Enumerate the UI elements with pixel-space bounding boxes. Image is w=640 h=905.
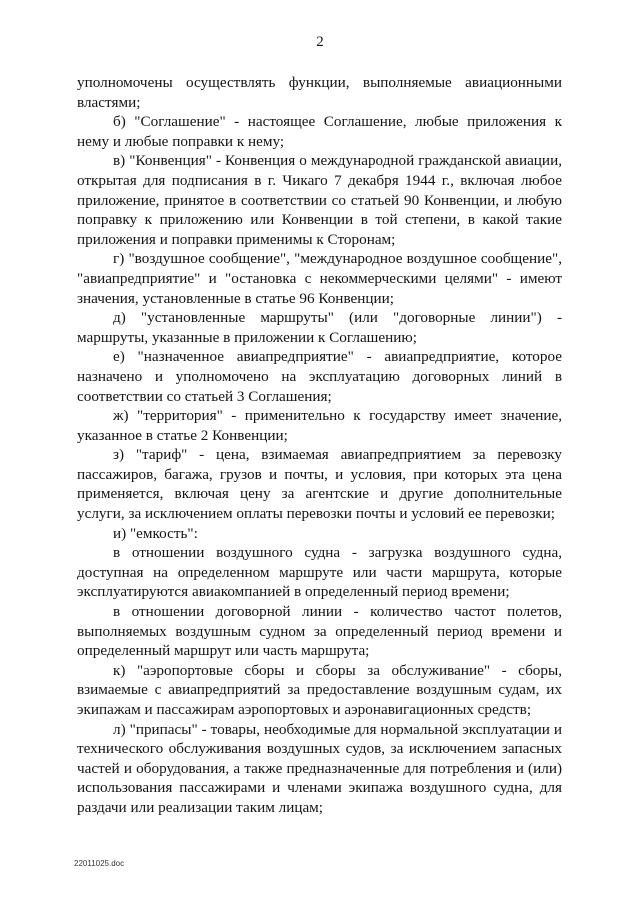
- paragraph-k-charges: к) "аэропортовые сборы и сборы за обслуживание" - сборы, взимаемые с авиапредприятий за предоставление воздушным судам, их экипажам и пассажирам аэропортовых и аэронавигационных средств;: [77, 661, 562, 718]
- paragraph-i-capacity: и) "емкость":: [113, 524, 198, 542]
- paragraph-v-convention: в) "Конвенция" - Конвенция о международной гражданской авиации, открытая для подписания в г. Чикаго 7 декабря 1944 г., включая любое приложение, принятое в соответствии со статьей 90 Конвенции, и любую поправку к приложению или Конвенции в той степени, в какой такие приложения и поправки применимы к Сторонам;: [77, 152, 562, 248]
- paragraph-g-air-service: г) "воздушное сообщение", "международное воздушное сообщение", "авиапредприятие" и "остановка с некоммерческими целями" - имеют значения, установленные в статье 96 Конвенции;: [77, 250, 562, 307]
- page-number: 2: [316, 34, 324, 50]
- paragraph-b-agreement: б) "Соглашение" - настоящее Соглашение, любые приложения к нему и любые поправки к нему;: [77, 113, 562, 150]
- paragraph-e-designated-airline: е) "назначенное авиапредприятие" - авиапредприятие, которое назначено и уполномочено на эксплуатацию договорных линий в соответствии со статьей 3 Соглашения;: [77, 348, 562, 405]
- footer-filename: 22011025.doc: [74, 859, 125, 868]
- paragraph-capacity-aircraft: в отношении воздушного судна - загрузка воздушного судна, доступная на определенном маршруте или части маршрута, которые эксплуатируются авиакомпанией в определенный период времени;: [77, 544, 562, 601]
- paragraph-zh-territory: ж) "территория" - применительно к государству имеет значение, указанное в статье 2 Конвенции;: [77, 407, 562, 444]
- paragraph-l-stores: л) "припасы" - товары, необходимые для нормальной эксплуатации и технического обслуживания воздушных судов, за исключением запасных частей и оборудования, а также предназначенные для потребления и (или) использования пассажирами и членами экипажа воздушного судна, для раздачи или реализации таким лицам;: [77, 720, 562, 816]
- paragraph-capacity-service: в отношении договорной линии - количество частот полетов, выполняемых воздушным судном за определенный период времени и определенный маршрут или часть маршрута;: [77, 603, 562, 660]
- paragraph-continuation: уполномочены осуществлять функции, выполняемые авиационными властями;: [77, 74, 562, 111]
- document-body: [77, 73, 562, 818]
- paragraph-d-routes: д) "установленные маршруты" (или "договорные линии") - маршруты, указанные в приложении к Соглашению;: [77, 309, 562, 346]
- paragraph-z-tariff: з) "тариф" - цена, взимаемая авиапредприятием за перевозку пассажиров, багажа, грузов и почты, и условия, при которых эта цена применяется, включая цену за агентские и другие дополнительные услуги, за исключением оплаты перевозки почты и условий ее перевозки;: [77, 446, 562, 523]
